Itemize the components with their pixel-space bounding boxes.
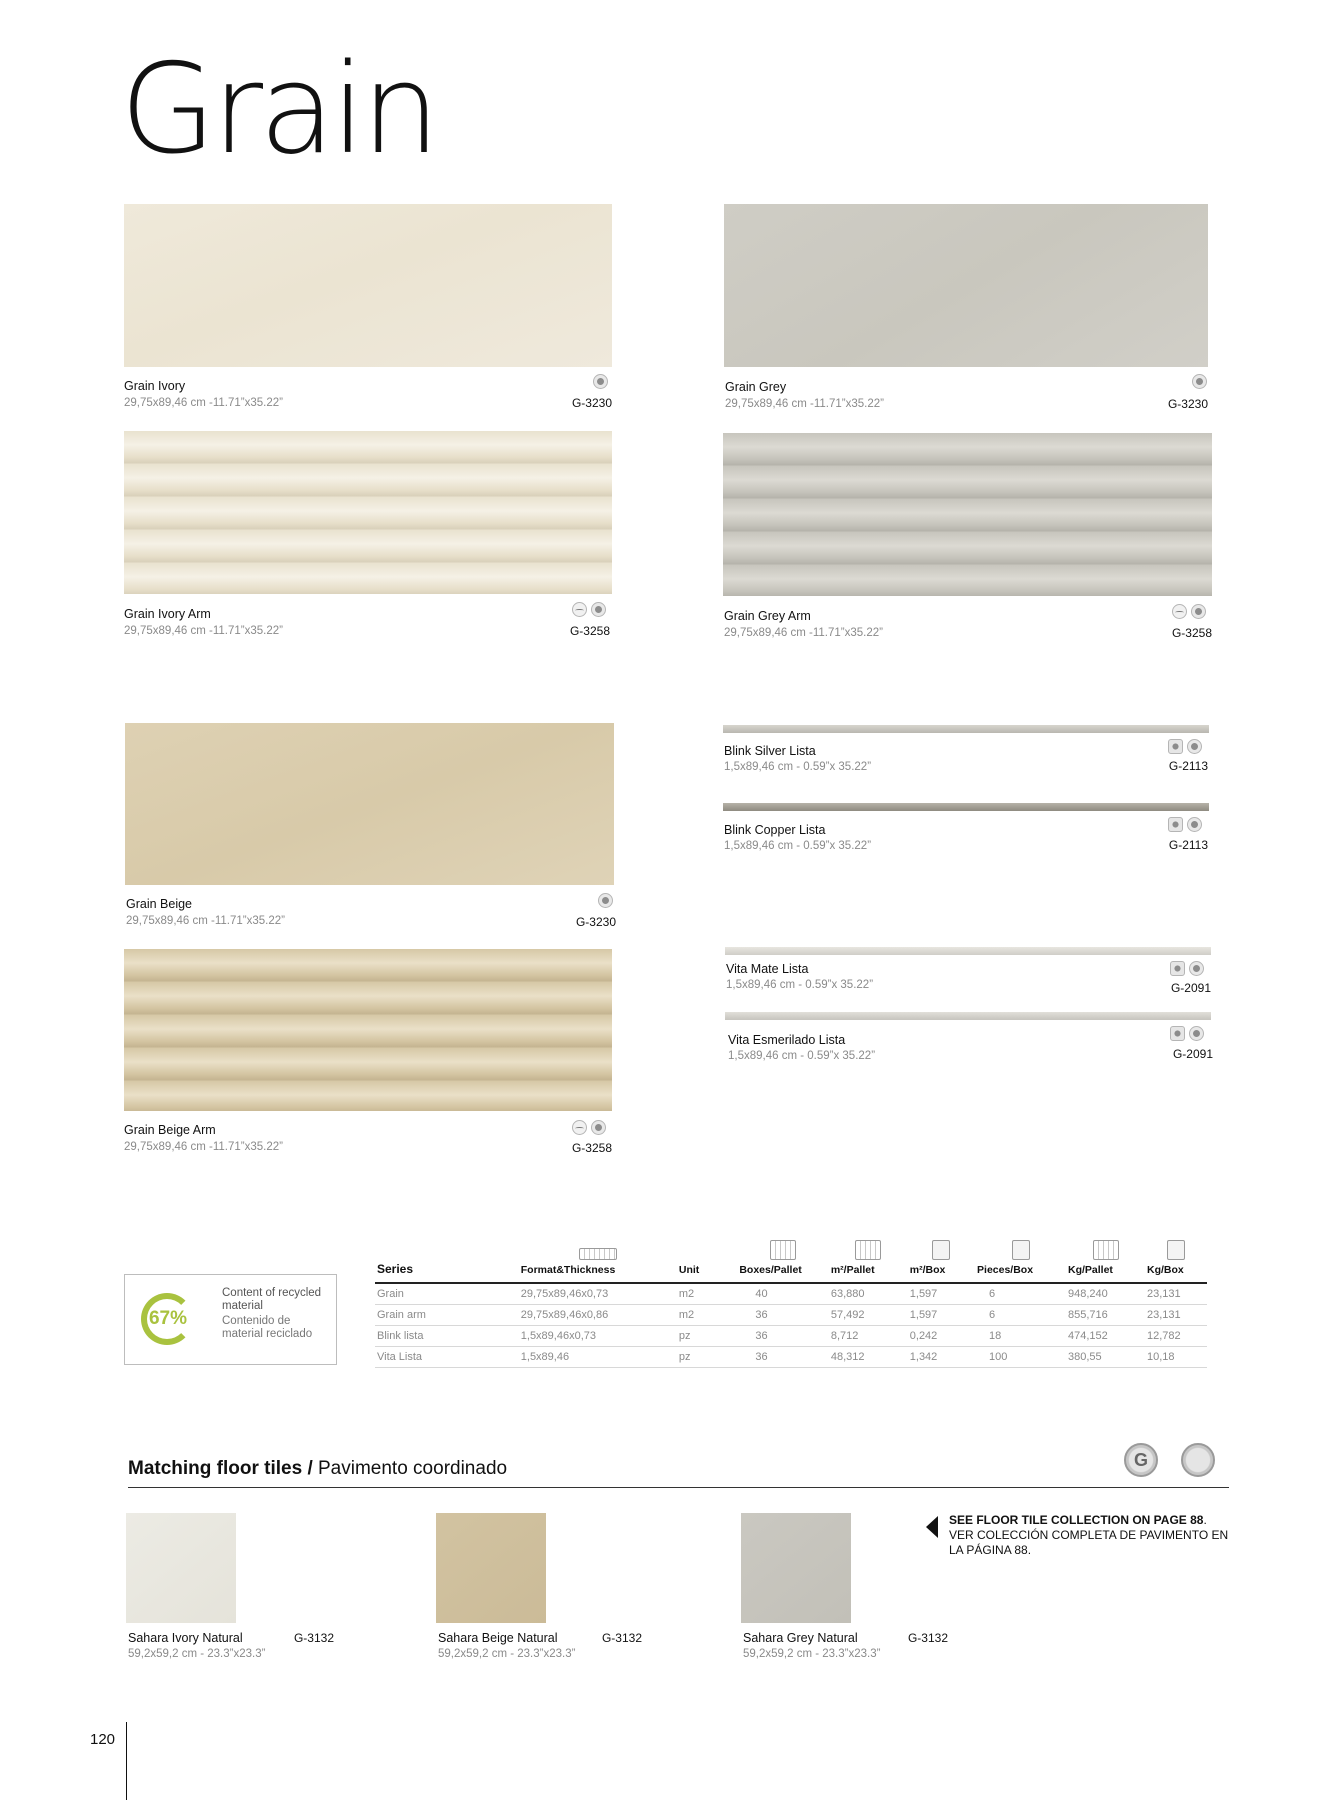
cell: 1,597 — [908, 1283, 975, 1305]
floor-tile-dimensions: 59,2x59,2 cm - 23.3”x23.3” — [743, 1648, 881, 1660]
cell: Blink lista — [375, 1326, 519, 1347]
section-title-bold: Matching floor tiles / — [128, 1458, 313, 1479]
recycled-content-box — [124, 1274, 337, 1365]
pallet-icon — [770, 1240, 796, 1260]
glazed-icon — [1191, 604, 1206, 619]
cell: 6 — [975, 1283, 1066, 1305]
lista-image-vita-esmerilado — [725, 1012, 1211, 1020]
cell: Grain — [375, 1283, 519, 1305]
tile-image-grain-ivory-arm — [124, 431, 612, 594]
tile-name: Grain Ivory — [124, 379, 186, 393]
recycled-text-es: Contenido de material reciclado — [222, 1315, 313, 1340]
cell: 12,782 — [1145, 1326, 1207, 1347]
note-bold: SEE FLOOR TILE COLLECTION ON PAGE 88 — [949, 1513, 1204, 1527]
cell: 10,18 — [1145, 1347, 1207, 1368]
tile-code: G-3258 — [1171, 626, 1212, 640]
lista-code: G-2091 — [1170, 981, 1211, 995]
tile-code: G-3230 — [575, 915, 616, 929]
cell: 48,312 — [829, 1347, 908, 1368]
table-row — [375, 1283, 1207, 1305]
relief-icon — [572, 1120, 587, 1135]
tile-code: G-3258 — [571, 1141, 612, 1155]
cell: 63,880 — [829, 1283, 908, 1305]
tile-dimensions: 29,75x89,46 cm -11.71”x35.22” — [725, 398, 884, 410]
header-kg-box: Kg/Box — [1145, 1240, 1207, 1283]
lista-code: G-2113 — [1168, 759, 1208, 773]
glazed-icon — [1192, 374, 1207, 389]
metallic-icon — [1168, 739, 1183, 754]
cell: pz — [677, 1347, 737, 1368]
header-unit: Unit — [677, 1240, 737, 1283]
relief-icon — [572, 602, 587, 617]
recycled-text-en: Content of recycled material — [222, 1287, 322, 1312]
tile-name: Grain Beige Arm — [124, 1123, 216, 1137]
lista-image-blink-silver — [723, 725, 1209, 733]
lista-icons — [1170, 961, 1204, 976]
glazed-icon — [598, 893, 613, 908]
metallic-icon — [1170, 1026, 1185, 1041]
cell: 1,5x89,46x0,73 — [519, 1326, 677, 1347]
glazed-icon — [1187, 739, 1202, 754]
spec-table — [375, 1240, 1207, 1368]
header-kg-pallet: Kg/Pallet — [1066, 1240, 1145, 1283]
relief-icon — [1172, 604, 1187, 619]
floor-tile-dimensions: 59,2x59,2 cm - 23.3”x23.3” — [438, 1648, 576, 1660]
cell: 8,712 — [829, 1326, 908, 1347]
metallic-icon — [1168, 817, 1183, 832]
page-number-rule — [126, 1722, 127, 1800]
lista-dimensions: 1,5x89,46 cm - 0.59”x 35.22” — [724, 840, 872, 852]
recycled-percent: 67% — [148, 1308, 188, 1329]
floor-tile-image-sahara-grey — [741, 1513, 851, 1623]
tile-icons — [1172, 604, 1206, 619]
tile-icons — [598, 893, 613, 908]
lista-icons — [1168, 739, 1202, 754]
cell: 474,152 — [1066, 1326, 1145, 1347]
cell: pz — [677, 1326, 737, 1347]
lista-code: G-2113 — [1168, 838, 1208, 852]
lista-dimensions: 1,5x89,46 cm - 0.59”x 35.22” — [728, 1050, 876, 1062]
header-pieces-box: Pieces/Box — [975, 1240, 1066, 1283]
format-thickness-icon — [579, 1248, 617, 1260]
floor-note — [949, 1513, 1239, 1558]
metallic-icon — [1170, 961, 1185, 976]
tile-image-grain-beige-arm — [124, 949, 612, 1111]
tile-image-grain-beige — [125, 723, 614, 885]
cell: 0,242 — [908, 1326, 975, 1347]
lista-code: G-2091 — [1172, 1047, 1213, 1061]
lista-name: Vita Mate Lista — [726, 962, 809, 976]
tile-name: Grain Grey Arm — [724, 609, 811, 623]
tile-icons — [1192, 374, 1207, 389]
table-row — [375, 1326, 1207, 1347]
box-icon — [1012, 1240, 1030, 1260]
tile-dimensions: 29,75x89,46 cm -11.71”x35.22” — [124, 397, 283, 409]
tile-code: G-3230 — [571, 396, 612, 410]
tile-dimensions: 29,75x89,46 cm -11.71”x35.22” — [724, 627, 883, 639]
floor-tile-code: G-3132 — [907, 1631, 948, 1645]
floor-tile-name: Sahara Grey Natural — [743, 1631, 858, 1645]
table-row — [375, 1305, 1207, 1326]
cell: 855,716 — [1066, 1305, 1145, 1326]
tile-code: G-3230 — [1167, 397, 1208, 411]
lista-name: Blink Silver Lista — [724, 744, 816, 758]
header-boxes-pallet: Boxes/Pallet — [737, 1240, 829, 1283]
cell: 40 — [737, 1283, 829, 1305]
floor-tile-code: G-3132 — [293, 1631, 334, 1645]
floor-tile-name: Sahara Ivory Natural — [128, 1631, 243, 1645]
table-row — [375, 1347, 1207, 1368]
lista-icons — [1168, 817, 1202, 832]
lista-dimensions: 1,5x89,46 cm - 0.59”x 35.22” — [726, 979, 874, 991]
cell: 1,597 — [908, 1305, 975, 1326]
page-title: Grain — [120, 38, 437, 182]
header-series: Series — [375, 1240, 519, 1283]
lista-image-blink-copper — [723, 803, 1209, 811]
cell: 29,75x89,46x0,73 — [519, 1283, 677, 1305]
note-dot: . — [1203, 1513, 1207, 1527]
tile-dimensions: 29,75x89,46 cm -11.71”x35.22” — [124, 625, 283, 637]
tile-image-grain-grey — [724, 204, 1208, 367]
tile-icons — [593, 374, 608, 389]
header-m2-box: m²/Box — [908, 1240, 975, 1283]
cell: 36 — [737, 1326, 829, 1347]
tile-name: Grain Ivory Arm — [124, 607, 211, 621]
glazed-icon — [1187, 817, 1202, 832]
glazed-icon — [591, 602, 606, 617]
floor-tile-dimensions: 59,2x59,2 cm - 23.3”x23.3” — [128, 1648, 266, 1660]
cell: 29,75x89,46x0,86 — [519, 1305, 677, 1326]
tile-icons — [572, 1120, 606, 1135]
lista-name: Blink Copper Lista — [724, 823, 826, 837]
cell: 380,55 — [1066, 1347, 1145, 1368]
header-format: Format&Thickness — [519, 1240, 677, 1283]
cell: 18 — [975, 1326, 1066, 1347]
section-divider — [128, 1487, 1229, 1488]
cell: Grain arm — [375, 1305, 519, 1326]
cell: 57,492 — [829, 1305, 908, 1326]
arrow-left-icon — [926, 1516, 938, 1538]
glazed-icon — [1189, 961, 1204, 976]
cell: 36 — [737, 1347, 829, 1368]
section-title — [128, 1458, 507, 1480]
lista-name: Vita Esmerilado Lista — [728, 1033, 846, 1047]
section-title-rest: Pavimento coordinado — [312, 1458, 508, 1479]
tile-name: Grain Beige — [126, 897, 193, 911]
cell: m2 — [677, 1283, 737, 1305]
cell: 1,5x89,46 — [519, 1347, 677, 1368]
box-icon — [932, 1240, 950, 1260]
floor-tile-image-sahara-ivory — [126, 1513, 236, 1623]
tile-image-grain-ivory — [124, 204, 612, 367]
cell: 23,131 — [1145, 1283, 1207, 1305]
tile-icons — [572, 602, 606, 617]
g-badge-icon: G — [1124, 1443, 1158, 1477]
floor-tile-name: Sahara Beige Natural — [438, 1631, 558, 1645]
tile-image-grain-grey-arm — [723, 433, 1212, 596]
lista-icons — [1170, 1026, 1204, 1041]
cell: 36 — [737, 1305, 829, 1326]
box-icon — [1167, 1240, 1185, 1260]
pallet-icon — [855, 1240, 881, 1260]
lista-dimensions: 1,5x89,46 cm - 0.59”x 35.22” — [724, 761, 872, 773]
floor-tile-icon — [1181, 1443, 1215, 1477]
cell: 6 — [975, 1305, 1066, 1326]
cell: 100 — [975, 1347, 1066, 1368]
glazed-icon — [1189, 1026, 1204, 1041]
tile-code: G-3258 — [569, 624, 610, 638]
lista-image-vita-mate — [725, 947, 1211, 955]
cell: 23,131 — [1145, 1305, 1207, 1326]
tile-dimensions: 29,75x89,46 cm -11.71”x35.22” — [124, 1141, 283, 1153]
page-number: 120 — [90, 1731, 116, 1748]
cell: 1,342 — [908, 1347, 975, 1368]
cell: m2 — [677, 1305, 737, 1326]
note-es: VER COLECCIÓN COMPLETA DE PAVIMENTO EN LA PÁGINA 88. — [949, 1528, 1229, 1557]
glazed-icon — [593, 374, 608, 389]
floor-tile-image-sahara-beige — [436, 1513, 546, 1623]
header-m2-pallet: m²/Pallet — [829, 1240, 908, 1283]
pallet-icon — [1093, 1240, 1119, 1260]
glazed-icon — [591, 1120, 606, 1135]
table-header-row — [375, 1240, 1207, 1283]
floor-tile-code: G-3132 — [601, 1631, 642, 1645]
cell: 948,240 — [1066, 1283, 1145, 1305]
tile-dimensions: 29,75x89,46 cm -11.71”x35.22” — [126, 915, 285, 927]
tile-name: Grain Grey — [725, 380, 787, 394]
cell: Vita Lista — [375, 1347, 519, 1368]
